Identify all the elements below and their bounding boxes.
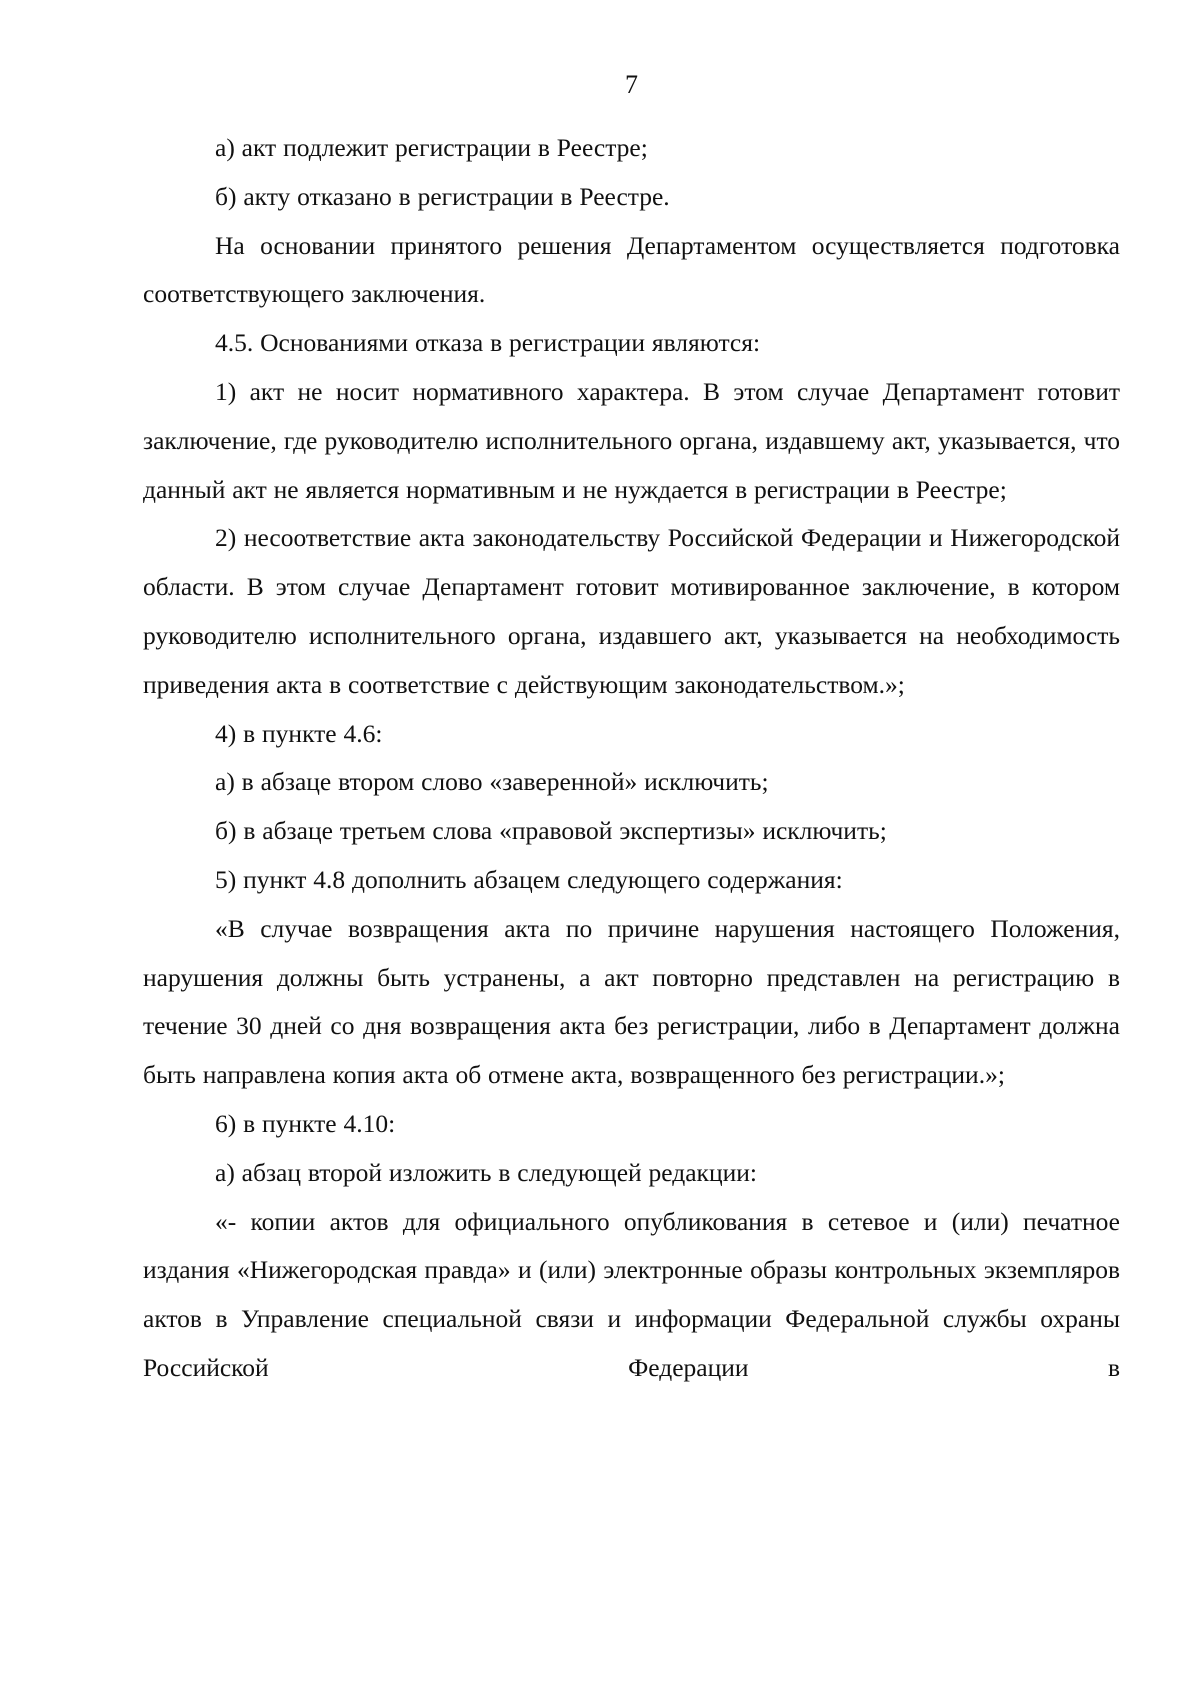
document-body (143, 124, 1120, 1393)
paragraph: «В случае возвращения акта по причине нарушения настоящего Положения, нарушения должны быть устранены, а акт повторно представлен на регистрацию в течение 30 дней со дня возвращения акта без регистрации, либо в Департамент должна быть направлена копия акта об отмене акта, возвращенного без регистрации.»; (143, 913, 1120, 1090)
paragraph: 6) в пункте 4.10: (215, 1108, 396, 1138)
paragraph: а) в абзаце втором слово «заверенной» исключить; (215, 767, 769, 797)
page-number: 7 (625, 70, 638, 99)
paragraph: б) в абзаце третьем слова «правовой экспертизы» исключить; (215, 816, 887, 846)
paragraph: б) акту отказано в регистрации в Реестре. (215, 181, 670, 211)
paragraph: На основании принятого решения Департаментом осуществляется подготовка соответствующего заключения. (143, 230, 1120, 309)
paragraph: 4.5. Основаниями отказа в регистрации являются: (215, 328, 761, 358)
paragraph: «- копии актов для официального опубликования в сетевое и (или) печатное издания «Нижегородская правда» и (или) электронные образы контрольных экземпляров актов в Управление специальной связи и информации Федеральной службы охраны Российской Федерации в (143, 1206, 1120, 1382)
paragraph: а) акт подлежит регистрации в Реестре; (215, 133, 648, 162)
paragraph: 5) пункт 4.8 дополнить абзацем следующего содержания: (215, 864, 843, 894)
paragraph: 1) акт не носит нормативного характера. В этом случае Департамент готовит заключение, где руководителю исполнительного органа, издавшему акт, указывается, что данный акт не является нормативным и не нуждается в регистрации в Реестре; (143, 376, 1120, 504)
paragraph: а) абзац второй изложить в следующей редакции: (215, 1157, 757, 1187)
paragraph: 4) в пункте 4.6: (215, 718, 383, 748)
paragraph: 2) несоответствие акта законодательству Российской Федерации и Нижегородской области. В этом случае Департамент готовит мотивированное заключение, в котором руководителю исполнительного органа, издавшего акт, указывается на необходимость приведения акта в соответствие с действующим законодательством.»; (143, 523, 1120, 699)
